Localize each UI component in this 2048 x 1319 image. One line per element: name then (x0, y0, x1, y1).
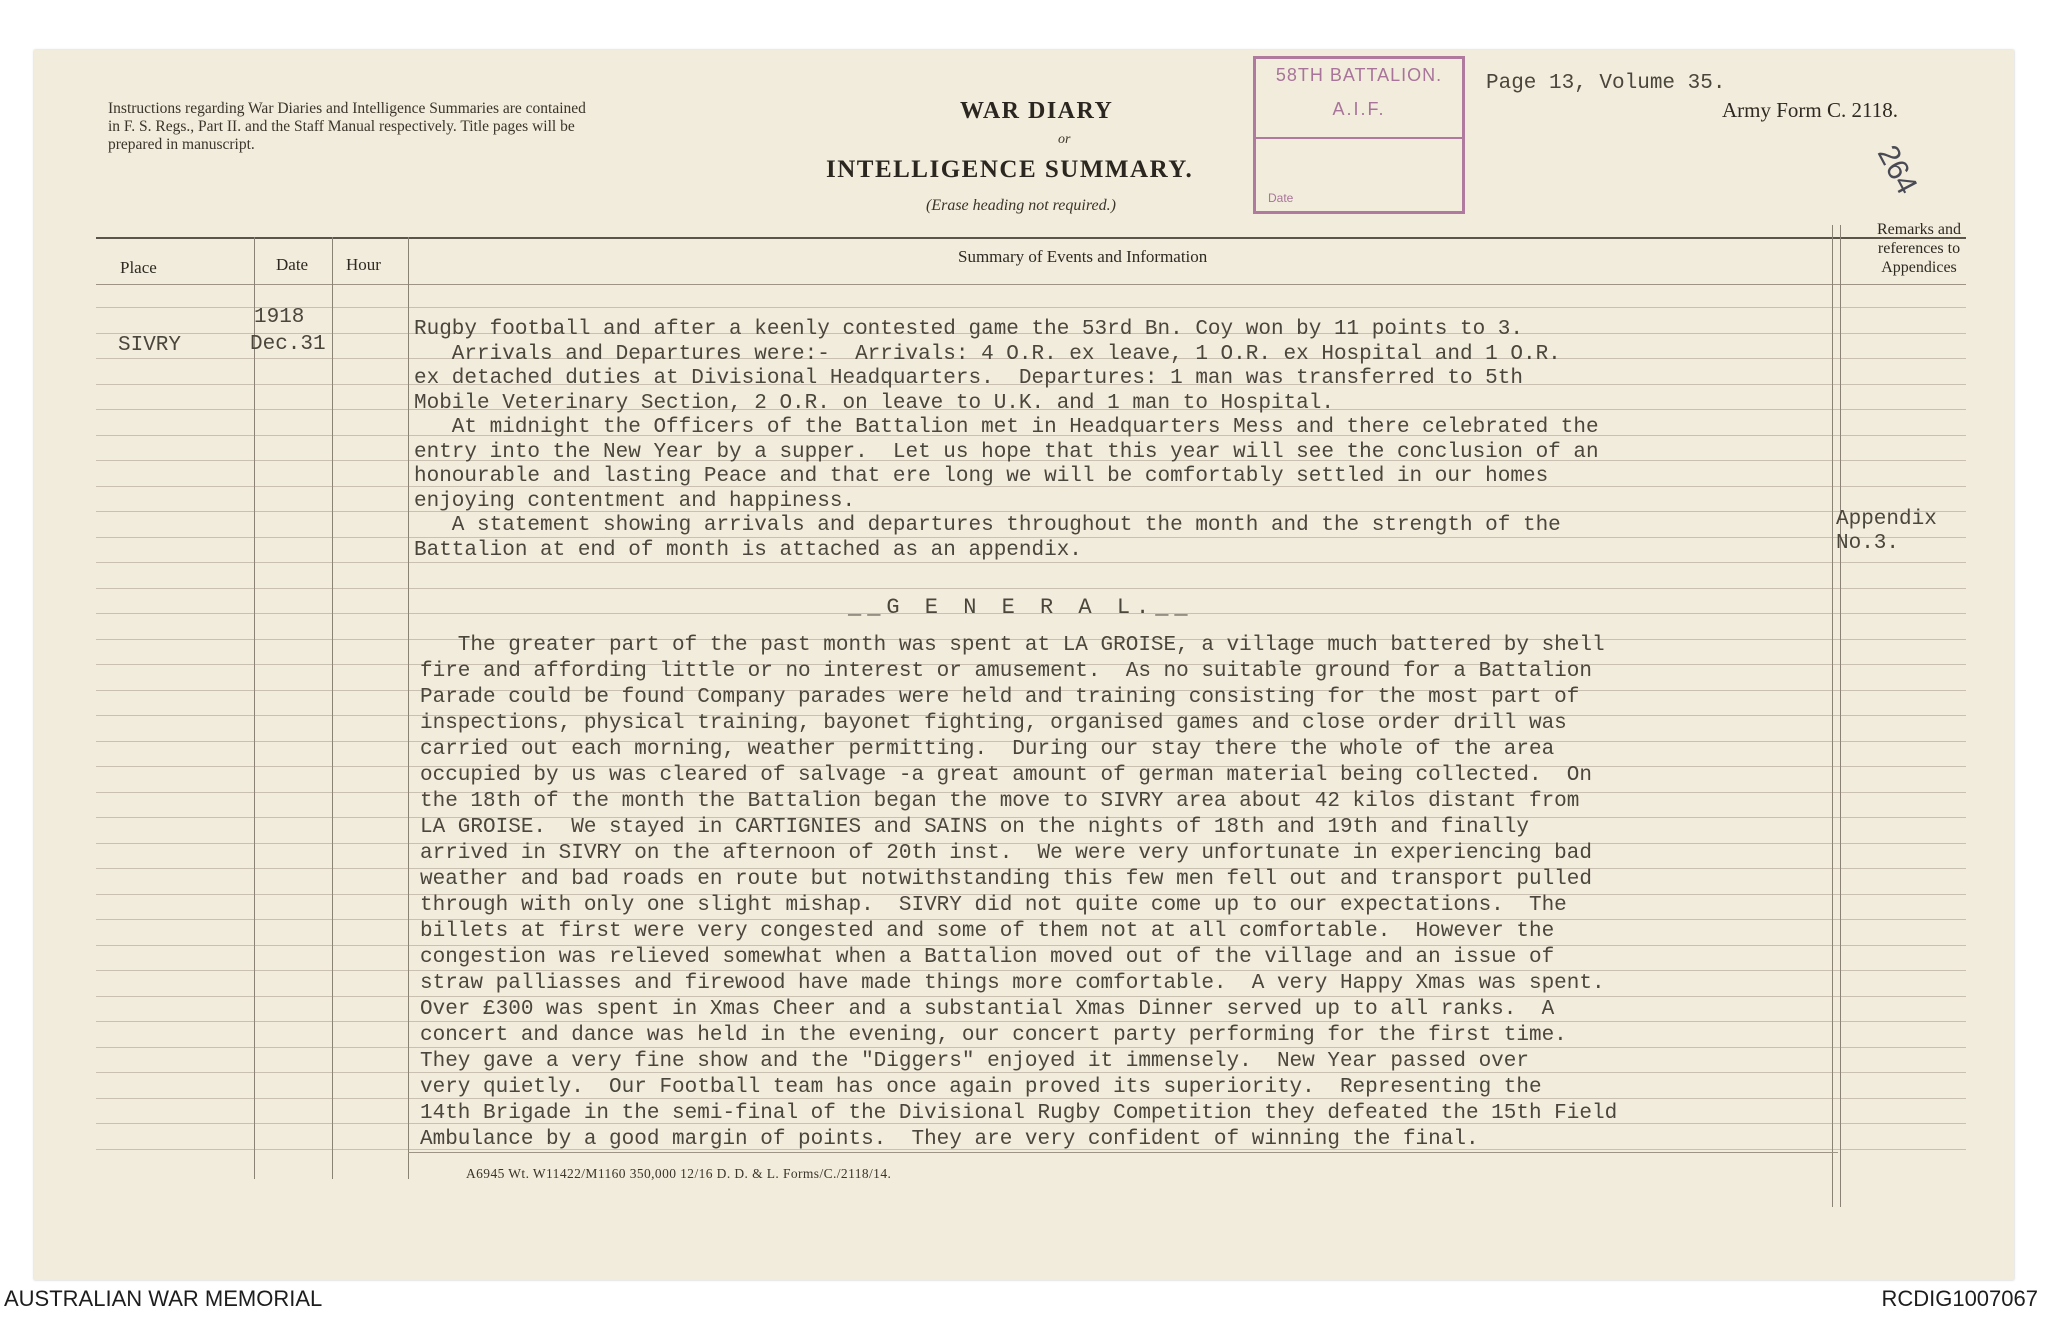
folio-number: 264 (1870, 140, 1924, 200)
column-header-hour: Hour (346, 255, 381, 274)
general-heading: __G E N E R A L.__ (848, 595, 1194, 620)
ruled-line (96, 307, 1966, 308)
battalion-stamp (1253, 56, 1465, 214)
instructions-note: Instructions regarding War Diaries and Intelligence Summaries are contained in F. S. Regs., Part II. and the Staff Manual respectively. Title pages will be prepared in manuscript. (108, 100, 586, 153)
stamp-line-aif: A.I.F. (1332, 99, 1386, 119)
page-volume-ref: Page 13, Volume 35. (1486, 72, 1726, 95)
column-rule-remarks (1840, 225, 1841, 1207)
entry-date: Dec.31 (250, 333, 326, 356)
stamp-divider (1256, 137, 1462, 139)
column-header-summary: Summary of Events and Information (958, 247, 1208, 266)
ruled-line (96, 588, 1966, 589)
entry-place: SIVRY (118, 334, 182, 357)
or-label: or (1058, 132, 1071, 147)
stamp-line-battalion: 58TH BATTALION. (1275, 65, 1443, 85)
table-top-rule (96, 237, 1966, 239)
column-header-date: Date (276, 255, 309, 274)
column-rule-hour (408, 237, 409, 1179)
general-text: The greater part of the past month was spent at LA GROISE, a village much battered by shell fire and affording little or no interest or amusement. As no suitable ground for a Battalion Parade could be found Company parades were held and training consisting for the most part of inspections, physical training, bayonet fighting, organised games and close order drill was carried out each morning, weather permitting. During our stay there the whole of the area occupied by us was cleared of salvage -a great amount of german material being collected. On the 18th of the month the Battalion began the move to SIVRY area about 42 kilos distant from LA GROISE. We stayed in CARTIGNIES and SAINS on the nights of 18th and 19th and finally arrived in SIVRY on the afternoon of 20th inst. We were very unfortunate in experiencing bad weather and bad roads en route but notwithstanding this few men fell out and transport pulled through with only one slight mishap. SIVRY did not quite come up to our expectations. The billets at first were very congested and some of them not at all comfortable. However the congestion was relieved somewhat when a Battalion moved out of the village and an issue of straw palliasses and firewood have made things more comfortable. A very Happy Xmas was spent. Over £300 was spent in Xmas Cheer and a substantial Xmas Dinner served up to all ranks. A concert and dance was held in the evening, our concert party performing for the first time. They gave a very fine show and the "Diggers" enjoyed it immensely. New Year passed over very quietly. Our Football team has once again proved its superiority. Representing the 14th Brigade in the semi-final of the Divisional Rugby Competition they defeated the 15th Field Ambulance by a good margin of points. They are very confident of winning the final. (420, 634, 1618, 1151)
column-rule-date (332, 237, 333, 1179)
form-print-line: A6945 Wt. W11422/M1160 350,000 12/16 D. D. & L. Forms/C./2118/14. (466, 1166, 892, 1181)
army-form-number: Army Form C. 2118. (1722, 98, 1898, 122)
column-rule-place (254, 237, 255, 1179)
war-diary-title: WAR DIARY (960, 98, 1114, 124)
archive-credit: AUSTRALIAN WAR MEMORIAL (4, 1286, 323, 1311)
column-header-place: Place (120, 258, 157, 277)
header-bottom-rule (96, 284, 1966, 285)
stamp-date-label: Date (1268, 191, 1294, 205)
appendix-reference: Appendix No.3. (1836, 508, 1937, 555)
erase-note: (Erase heading not required.) (926, 197, 1116, 214)
entry-text: Rugby football and after a keenly contested game the 53rd Bn. Coy won by 11 points to 3. Arrivals and Departures were:- Arrivals: 4 O.R. ex leave, 1 O.R. ex Hospital and 1 O.R. ex detached duties at Divisional Headquarters. Departures: 1 man was transferred to 5th Mobile Veterinary Section, 2 O.R. on leave to U.K. and 1 man to Hospital. At midnight the Officers of the Battalion met in Headquarters Mess and there celebrated the entry into the New Year by a supper. Let us hope that this year will see the conclusion of an honourable and lasting Peace and that ere long we will be comfortably settled in our homes enjoying contentment and happiness. A statement showing arrivals and departures throughout the month and the strength of the Battalion at end of month is attached as an appendix. (414, 318, 1599, 562)
entry-year: 1918 (254, 306, 305, 329)
column-header-remarks: Remarks and references to Appendices (1877, 221, 1961, 276)
intelligence-summary-title: INTELLIGENCE SUMMARY. (826, 156, 1194, 183)
record-id: RCDIG1007067 (1881, 1286, 2038, 1311)
